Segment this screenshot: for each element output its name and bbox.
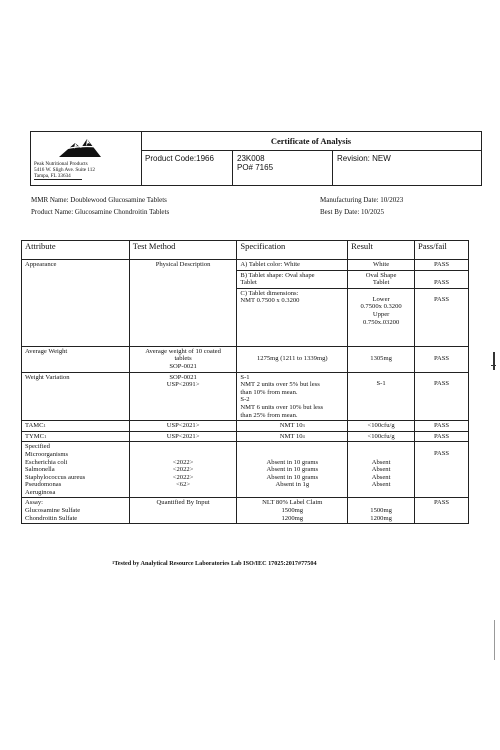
header-test-method: Test Method xyxy=(129,241,237,260)
mmr-name: MMR Name: Doublewood Glucosamine Tablets xyxy=(31,196,167,204)
spec-tamc xyxy=(237,421,348,432)
result-weight-variation xyxy=(348,372,415,421)
result-tymc: <100cfu/g xyxy=(348,431,415,442)
header-attribute: Attribute xyxy=(22,241,130,260)
table-row xyxy=(22,421,469,432)
micro-result-4: Absent xyxy=(371,466,391,474)
spec-wv-line3: than 10% from mean. xyxy=(240,388,298,396)
manufacturing-date: Manufacturing Date: 10/2023 xyxy=(320,196,404,204)
attr-tymc-text: TYMC xyxy=(25,432,45,440)
result-color: White xyxy=(348,260,415,271)
pass-color: PASS xyxy=(415,260,469,271)
method-wv-line2: USP<2091> xyxy=(166,381,200,389)
method-appearance: Physical Description xyxy=(129,260,237,347)
method-microorganisms xyxy=(129,442,237,498)
company-address-2: Tampa, FL 33634 xyxy=(34,173,71,179)
micro-pass-text: PASS xyxy=(433,450,450,458)
result-assay xyxy=(348,498,415,524)
pass-average-weight: PASS xyxy=(415,346,469,372)
spec-dim-line1: C) Tablet dimensions: xyxy=(240,289,299,297)
assay-attr-3: Chondroitin Sulfate xyxy=(25,514,78,522)
spec-wv-line2: NMT 2 units over 5% but less xyxy=(240,381,320,389)
table-row xyxy=(22,346,469,372)
company-name: Peak Nutritional Products xyxy=(34,161,88,167)
results-table xyxy=(21,240,469,524)
attr-appearance: Appearance xyxy=(22,260,130,347)
micro-spec-5: Absent in 10 grams xyxy=(266,473,319,481)
method-wv-line1: SOP-0021 xyxy=(169,373,197,381)
pass-microorganisms xyxy=(415,442,469,498)
assay-spec-1: NLT 80% Label Claim xyxy=(262,499,323,507)
micro-method-5: <2022> xyxy=(172,473,194,481)
product-code-cell xyxy=(141,150,233,185)
assay-result-2: 1500mg xyxy=(370,507,392,515)
lot-number: 23K008 xyxy=(237,154,265,163)
method-tamc: USP<2021> xyxy=(129,421,237,432)
micro-method-6: <62> xyxy=(176,481,191,489)
method-tymc: USP<2021> xyxy=(129,431,237,442)
assay-attr-2: Glucosamine Sulfate xyxy=(25,507,81,515)
result-shape-line1: Oval Shape xyxy=(365,271,397,279)
micro-method-4: <2022> xyxy=(172,466,194,474)
spec-assay xyxy=(237,498,348,524)
micro-attr-4: Salmonella xyxy=(25,466,55,474)
pass-weight-variation xyxy=(415,372,469,421)
micro-attr-6: Pseudomonas xyxy=(25,481,62,489)
pass-assay: PASS xyxy=(415,498,469,524)
attr-weight-variation: Weight Variation xyxy=(22,372,130,421)
po-number: PO# 7165 xyxy=(237,163,274,172)
method-assay: Quantified By Input xyxy=(129,498,237,524)
result-dim-upper: 0.750x.03200 xyxy=(362,318,400,326)
attr-tymc-sup: 1 xyxy=(44,433,47,439)
table-row xyxy=(22,442,469,498)
micro-attr-5: Staphylococcus aureus xyxy=(25,473,86,481)
result-wv-text: S-1 xyxy=(376,379,386,387)
micro-attr-3: Escherichia coli xyxy=(25,458,68,466)
table-header-row xyxy=(22,241,469,260)
spec-dim-line2: NMT 0.7500 x 0.3200 xyxy=(240,297,300,305)
spec-tymc xyxy=(237,431,348,442)
best-by-date: Best By Date: 10/2025 xyxy=(320,208,384,216)
pass-wv-text: PASS xyxy=(433,379,450,387)
micro-result-5: Absent xyxy=(371,473,391,481)
result-dimensions xyxy=(348,288,415,346)
scan-mark xyxy=(491,365,496,366)
header-pass-fail: Pass/fail xyxy=(415,241,469,260)
spec-shape-line1: B) Tablet shape: Oval shape xyxy=(240,271,315,279)
attr-microorganisms xyxy=(22,442,130,498)
product-code: Product Code:1966 xyxy=(145,154,214,163)
scan-mark xyxy=(494,620,495,660)
product-name: Product Name: Glucosamine Chondroitin Tablets xyxy=(31,208,170,216)
method-weight-variation xyxy=(129,372,237,421)
pass-shape: PASS xyxy=(415,270,469,288)
micro-result-6: Absent xyxy=(371,481,391,489)
micro-method-3: <2022> xyxy=(172,458,194,466)
revision: Revision: NEW xyxy=(337,154,391,163)
assay-spec-2: 1500mg xyxy=(281,507,304,515)
micro-attr-2: Microorganisms xyxy=(25,450,69,458)
table-row xyxy=(22,498,469,524)
spec-tamc-text: NMT 10 xyxy=(279,422,303,430)
micro-attr-7: Aeruginosa xyxy=(25,488,56,496)
attr-tamc xyxy=(22,421,130,432)
attr-average-weight: Average Weight xyxy=(22,346,130,372)
table-row xyxy=(22,372,469,421)
assay-spec-3: 1200mg xyxy=(281,514,304,522)
result-tamc: <100cfu/g xyxy=(348,421,415,432)
result-shape xyxy=(348,270,415,288)
spec-color: A) Tablet color: White xyxy=(237,260,348,271)
pass-dimensions-text: PASS xyxy=(433,295,450,303)
spec-dimensions xyxy=(237,288,348,346)
company-block xyxy=(31,132,142,185)
document-title: Certificate of Analysis xyxy=(141,132,481,151)
assay-result-3: 1200mg xyxy=(370,514,392,522)
spec-shape xyxy=(237,270,348,288)
micro-spec-3: Absent in 10 grams xyxy=(266,458,319,466)
spec-tamc-sup: 3 xyxy=(302,423,305,429)
table-row xyxy=(22,431,469,442)
lot-cell xyxy=(233,150,333,185)
method-aw-line1: Average weight of 10 coated xyxy=(145,347,221,355)
spec-average-weight: 1275mg (1211 to 1339mg) xyxy=(237,346,348,372)
spec-wv-line5: NMT 6 units over 10% but less xyxy=(240,403,324,411)
micro-attr-1: Specified xyxy=(25,443,50,451)
spec-tymc-text: NMT 10 xyxy=(279,432,303,440)
scan-mark xyxy=(493,352,495,370)
table-row xyxy=(22,260,469,271)
micro-result-3: Absent xyxy=(371,458,391,466)
result-microorganisms xyxy=(348,442,415,498)
micro-spec-4: Absent in 10 grams xyxy=(266,466,319,474)
spec-wv-line6: than 25% from mean. xyxy=(240,411,298,419)
pass-tamc: PASS xyxy=(415,421,469,432)
assay-attr-1: Assay: xyxy=(25,499,43,507)
spec-tymc-sup: 4 xyxy=(302,433,305,439)
method-average-weight xyxy=(129,346,237,372)
footnote xyxy=(112,560,317,567)
result-dim-lower-label: Lower xyxy=(372,295,390,303)
result-dim-lower: 0.7500x 0.3200 xyxy=(360,303,402,311)
revision-cell xyxy=(333,150,481,185)
company-address-1: 5416 W. Sligh Ave. Suite 112 xyxy=(34,167,95,173)
attr-tymc xyxy=(22,431,130,442)
footnote-text: Tested by Analytical Resource Laboratories Lab ISO/IEC 17025:2017#77504 xyxy=(114,560,317,567)
header-result: Result xyxy=(348,241,415,260)
spec-wv-line1: S-1 xyxy=(240,373,250,381)
pass-dimensions xyxy=(415,288,469,346)
method-aw-line3: SOP-0021 xyxy=(169,362,197,370)
micro-spec-6: Absent in 1g xyxy=(275,481,310,489)
footnote-sup: 1 xyxy=(112,560,115,565)
attr-tamc-sup: 1 xyxy=(43,423,46,429)
pass-tymc: PASS xyxy=(415,431,469,442)
coa-header xyxy=(30,131,482,186)
result-dim-upper-label: Upper xyxy=(372,310,390,318)
attr-tamc-text: TAMC xyxy=(25,422,44,430)
header-specification: Specification xyxy=(237,241,348,260)
spec-wv-line4: S-2 xyxy=(240,396,250,404)
attr-assay xyxy=(22,498,130,524)
spec-weight-variation xyxy=(237,372,348,421)
result-shape-line2: Tablet xyxy=(372,279,390,287)
address-underline xyxy=(34,179,82,180)
method-aw-line2: tablets xyxy=(174,355,192,363)
mountain-logo-icon xyxy=(57,135,103,159)
spec-shape-line2: Tablet xyxy=(240,279,257,287)
result-average-weight: 1305mg xyxy=(348,346,415,372)
spec-microorganisms xyxy=(237,442,348,498)
